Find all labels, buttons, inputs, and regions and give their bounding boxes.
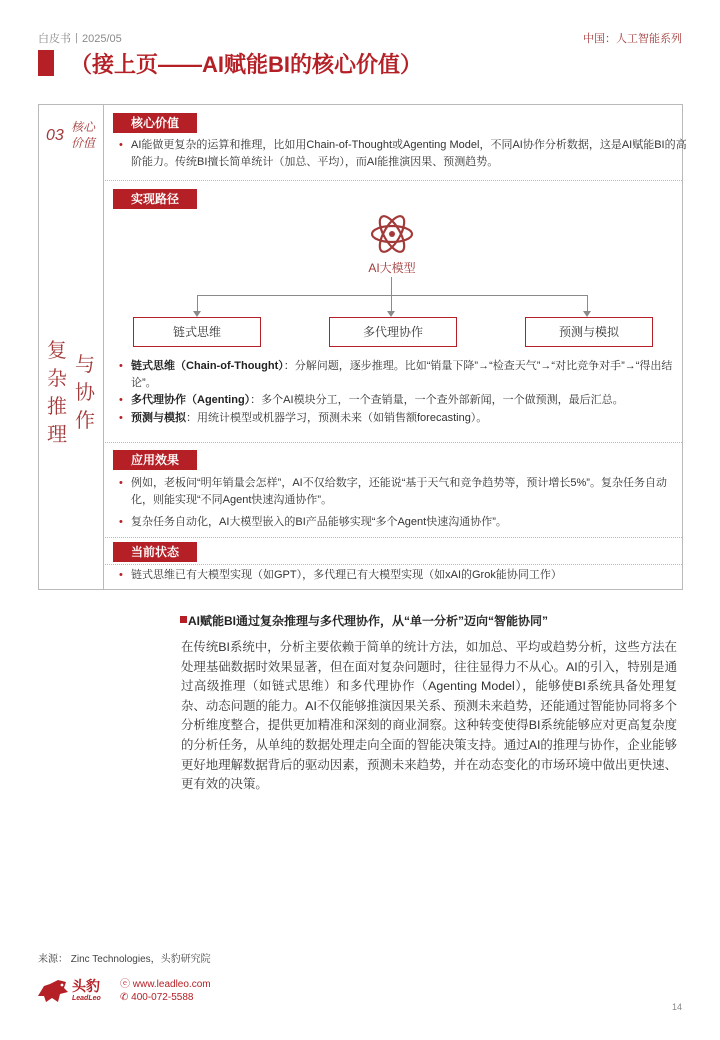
effect-bullet: • 例如，老板问“明年销量会怎样”，AI不仅给数字，还能说“基于天气和竞争趋势等，预计增长5%”。复杂任务自动化，则能实现“不同Agent快速沟通协作”。 [119,475,687,509]
content-panel [38,104,687,590]
bullet-text: ：用统计模型或机器学习，预测未来（如销售额forecasting）。 [186,412,488,424]
leopard-icon [36,976,70,1006]
logo-text-cn: 头豹 [72,978,100,994]
path-bullet [119,410,687,427]
connector-line [391,277,392,295]
diagram-box-chain-of-thought: 链式思维 [133,317,261,347]
ai-model-label: AI大模型 [368,261,416,275]
section-divider [103,442,682,443]
page-number: 14 [671,1002,682,1012]
diagram-box-prediction: 预测与模拟 [525,317,653,347]
section-tag-path: 实现路径 [113,189,197,209]
vertical-char: 复 [47,340,67,362]
bullet-text: ：多个AI模块分工，一个查销量，一个查外部新闻，一个做预测，最后汇总。 [250,394,624,406]
phone [120,991,211,1004]
panel-number-label: 核心价值 [70,120,95,150]
path-bullet [119,392,687,409]
contact-info [120,978,211,1004]
phone-icon: ✆ [120,992,132,1003]
bullet-text: ：分解问题，逐步推理。比如“销量下降”→“检查天气”→“对比竞争对手”→“得出结论”。 [131,360,673,389]
connector-line [197,295,588,296]
vertical-title-col2 [74,351,96,435]
title-accent-block [38,50,54,76]
phone-text: 400-072-5588 [131,992,194,1003]
panel-left-column [39,105,104,589]
vertical-char: 推 [47,396,67,418]
atom-icon [369,211,415,257]
diagram-box-multi-agent: 多代理协作 [329,317,457,347]
core-value-bullet: • AI能做更复杂的运算和推理，比如用Chain-of-Thought或Agenting Model，不同AI协作分析数据，这是AI赋能BI的高阶能力。传统BI擅长简单统计（加总、平均），而AI能推演因果、预测趋势。 [119,137,687,171]
vertical-char: 杂 [47,368,67,390]
web-icon: ⓔ [120,979,133,990]
bullet-bold: 链式思维（Chain-of-Thought） [131,360,284,372]
summary-heading: AI赋能BI通过复杂推理与多代理协作，从“单一分析”迈向“智能协同” [188,614,549,628]
heading-square-icon [180,616,187,623]
status-bullet: • 链式思维已有大模型实现（如GPT），多代理已有大模型实现（如xAI的Grok能协同工作） [119,567,687,584]
logo-text-en: LeadLeo [72,995,101,1002]
section-divider [103,537,682,538]
leadleo-logo [36,976,110,1006]
header-right: 中国：人工智能系列 [583,33,682,45]
section-tag-status: 当前状态 [113,542,197,562]
header-left: 白皮书丨2025/05 [38,33,122,45]
vertical-title-col1 [46,337,68,449]
vertical-char: 理 [47,424,67,446]
section-divider [103,564,682,565]
website[interactable] [120,978,211,991]
bullet-bold: 多代理协作（Agenting） [131,394,251,406]
vertical-char: 作 [75,410,95,432]
path-bullet [119,358,687,392]
section-divider [103,180,682,181]
vertical-char: 协 [75,382,95,404]
bullet-bold: 预测与模拟 [131,412,186,424]
summary-paragraph: 在传统BI系统中，分析主要依赖于简单的统计方法，如加总、平均或趋势分析，这些方法在处理基础数据时效果显著，但在面对复杂问题时，往往显得力不从心。AI的引入，特别是通过高级推理（如链式思维）和多代理协作（Agenting Model），能够使BI系统具备处理复杂、动态问题的能力。AI不仅能够推演因果关系、预测未来趋势，还能通过智能协同将多个分析维度整合，提供更加精准和深刻的商业洞察。这种转变使得BI系统能够应对更高复杂度的分析任务，从单纯的数据处理走向全面的智能决策支持。通过AI的推理与协作，企业能够更好地理解数据背后的驱动因素，预测未来趋势，并在动态变化的市场环境中做出更快速、更有效的决策。 [181,640,677,792]
section-tag-effect: 应用效果 [113,450,197,470]
panel-number: 03 [46,127,64,144]
website-text: www.leadleo.com [132,979,211,990]
section-tag-core-value: 核心价值 [113,113,197,133]
page-header [38,30,682,46]
vertical-char: 与 [75,354,95,376]
page-title: （接上页——AI赋能BI的核心价值） [70,52,423,77]
source-note: 来源： Zinc Technologies，头豹研究院 [38,954,211,965]
effect-bullet: • 复杂任务自动化，AI大模型嵌入的BI产品能够实现“多个Agent快速沟通协作”。 [119,514,687,531]
